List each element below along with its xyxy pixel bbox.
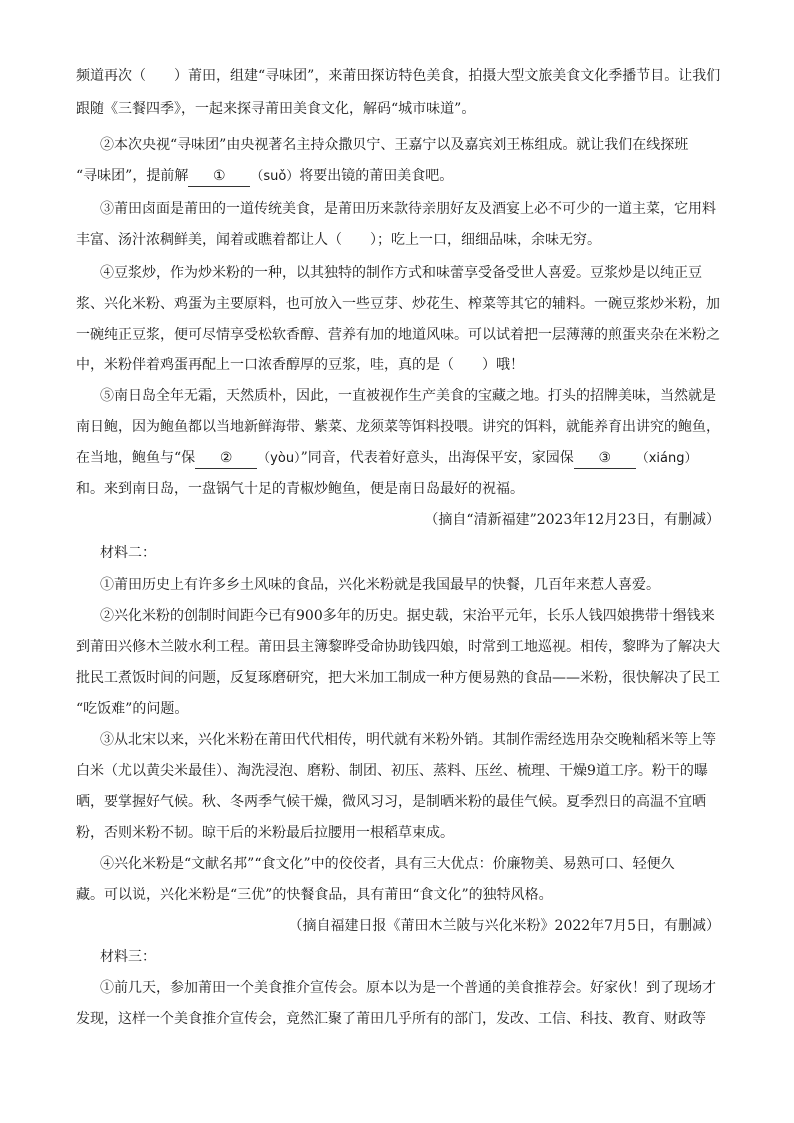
- paragraph-line: 粉，否则米粉不韧。晾干后的米粉最后拉腰用一根稻草束成。: [76, 825, 454, 841]
- paragraph-line: ④豆浆炒，作为炒米粉的一种，以其独特的制作方式和味蕾享受备受世人喜爱。豆浆炒是以纯正豆: [100, 265, 702, 281]
- paragraph-line: 白米（尤以黄尖米最佳）、淘洗浸泡、磨粉、制团、初压、蒸料、压丝、梳理、干燥9道工序。粉干的曝: [76, 763, 708, 779]
- paragraph-line: 批民工煮饭时间的问题，反复琢磨研究，把大米加工制成一种方便易熟的食品——米粉，很快解决了民工: [76, 670, 720, 686]
- paragraph-line: 发现，这样一个美食推介宣传会，竟然汇聚了莆田几乎所有的部门，发改、工信、科技、教育、财政等: [76, 1011, 706, 1027]
- paragraph-line: 一碗纯正豆浆，便可尽情享受松软香醇、营养有加的地道风味。可以试着把一层薄薄的煎蛋夹杂在米粉之: [76, 327, 720, 343]
- paragraph-line: 南日鲍，因为鲍鱼都以当地新鲜海带、紫菜、龙须菜等饵料投喂。讲究的饵料，就能养育出讲究的鲍鱼，: [76, 419, 720, 435]
- paragraph-line: 浆、兴化米粉、鸡蛋为主要原料，也可放入一些豆芽、炒花生、榨菜等其它的辅料。一碗豆浆炒米粉，加: [76, 296, 720, 312]
- paragraph-line: ③从北宋以来，兴化米粉在莆田代代相传，明代就有米粉外销。其制作需经选用杂交晚籼稻米等上等: [100, 732, 716, 748]
- section-heading: 材料三：: [100, 949, 156, 965]
- paragraph-line: 到莆田兴修木兰陂水利工程。莆田县主簿黎晔受命协助钱四娘，时常到工地巡视。相传，黎晔为了解决大: [76, 639, 720, 655]
- fill-blank-1[interactable]: ①: [188, 166, 250, 187]
- pinyin-hint: （xiáng）: [635, 451, 698, 466]
- paragraph-line: ②本次央视“寻味团”由央视著名主持众撒贝宁、王嘉宁以及嘉宾刘王栋组成。就让我们在线探班: [100, 137, 689, 153]
- line-text: ”同音，代表着好意头，出海保平安，家园保: [300, 450, 574, 466]
- pinyin-hint: （yòu）: [257, 451, 301, 466]
- source-citation: （摘自福建日报《莆田木兰陂与兴化米粉》2022年7月5日，有删减）: [288, 918, 720, 934]
- paragraph-line: [76, 448, 722, 469]
- paragraph-line: ①莆田历史上有许多乡土风味的食品，兴化米粉就是我国最早的快餐，几百年来惹人喜爱。: [100, 577, 660, 593]
- fill-blank-2[interactable]: ②: [195, 448, 257, 469]
- line-text: 在当地，鲍鱼与“保: [76, 450, 196, 466]
- line-text: “寻味团”，提前解: [76, 168, 189, 184]
- paragraph-line: ④兴化米粉是“文献名邦”“食文化”中的佼佼者，具有三大优点：价廉物美、易熟可口、轻便久: [100, 856, 675, 872]
- paragraph-line: ⑤南日岛全年无霜，天然质朴，因此，一直被视作生产美食的宝藏之地。打头的招牌美味，当然就是: [100, 388, 716, 404]
- paragraph-line: 中，米粉伴着鸡蛋再配上一口浓香醇厚的豆浆，哇，真的是（ ）哦！: [76, 357, 524, 373]
- fill-blank-3[interactable]: ③: [574, 448, 636, 469]
- paragraph-line: 晒，要掌握好气候。秋、冬两季气候干燥，微风习习，是制晒米粉的最佳气候。夏季烈日的高温不宜晒: [76, 794, 706, 810]
- source-citation: （摘自“清新福建”2023年12月23日，有删减）: [424, 512, 720, 528]
- line-text: 将要出镜的莆田美食吧。: [299, 168, 454, 184]
- paragraph-line: ②兴化米粉的创制时间距今已有900多年的历史。据史载，宋治平元年，长乐人钱四娘携带十缗钱来: [100, 608, 715, 624]
- paragraph-line: 丰富、汤汁浓稠鲜美，闻着或瞧着都让人（ ）；吃上一口，细细品味，余味无穷。: [76, 232, 601, 248]
- paragraph-line: 频道再次（ ）莆田，组建“寻味团”，来莆田探访特色美食，拍摄大型文旅美食文化季播节目。让我们: [76, 68, 721, 84]
- paragraph-line: ③莆田卤面是莆田的一道传统美食，是莆田历来款待亲朋好友及酒宴上必不可少的一道主菜，它用料: [100, 201, 716, 217]
- paragraph-line: 跟随《三餐四季》，一起来探寻莆田美食文化，解码“城市味道”。: [76, 101, 476, 117]
- paragraph-line: “吃饭难”的问题。: [76, 701, 189, 717]
- section-heading: 材料二：: [100, 545, 156, 561]
- paragraph-line: [76, 166, 722, 187]
- paragraph-line: 和。来到南日岛，一盘锅气十足的青椒炒鲍鱼，便是南日岛最好的祝福。: [76, 481, 524, 497]
- paragraph-line: ①前几天，参加莆田一个美食推介宣传会。原本以为是一个普通的美食推荐会。好家伙！到了现场才: [100, 980, 716, 996]
- paragraph-line: 藏。可以说，兴化米粉是“三优”的快餐食品，具有莆田“食文化”的独特风格。: [76, 887, 553, 903]
- pinyin-hint: （suǒ）: [250, 169, 300, 184]
